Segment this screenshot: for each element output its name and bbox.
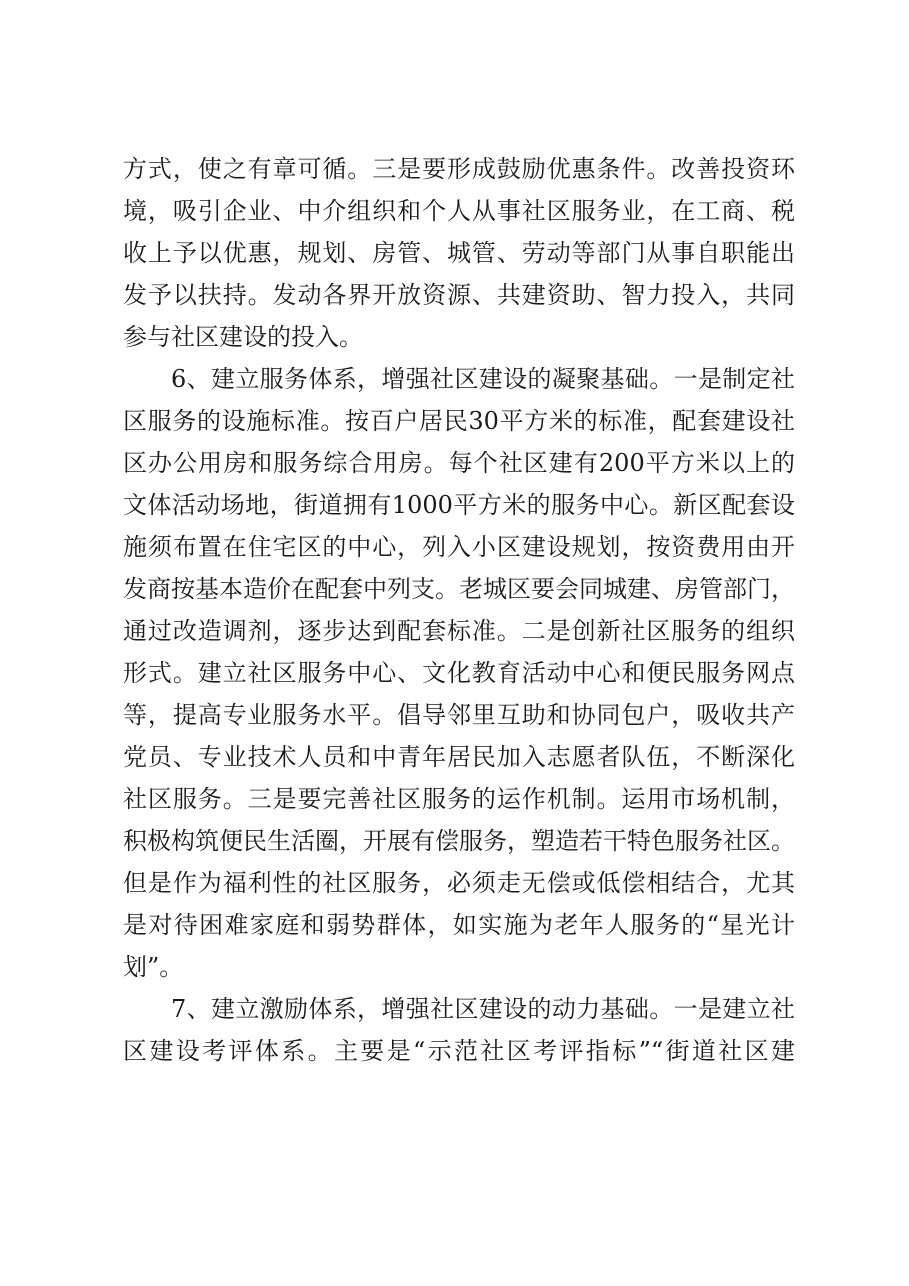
text-line: 发予以扶持。发动各界开放资源、共建资助、智力投入，共同 [123, 281, 795, 309]
text-line: 区办公用房和服务综合用房。每个社区建有200平方米以上的 [123, 449, 795, 477]
text-line: 收上予以优惠，规划、房管、城管、劳动等部门从事自职能出 [123, 239, 795, 267]
text-line: 划”。 [123, 953, 184, 981]
paragraph-6-first-line: 6、建立服务体系，增强社区建设的凝聚基础。一是制定社 [171, 365, 795, 393]
text-line: 是对待困难家庭和弱势群体，如实施为老年人服务的“星光计 [123, 911, 795, 939]
text-line: 党员、专业技术人员和中青年居民加入志愿者队伍，不断深化 [123, 743, 795, 771]
text-line: 等，提高专业服务水平。倡导邻里互助和协同包户，吸收共产 [123, 701, 795, 729]
text-line: 方式，使之有章可循。三是要形成鼓励优惠条件。改善投资环 [123, 155, 795, 183]
text-line: 但是作为福利性的社区服务，必须走无偿或低偿相结合，尤其 [123, 869, 795, 897]
text-line: 社区服务。三是要完善社区服务的运作机制。运用市场机制， [123, 785, 795, 813]
body-text [123, 148, 795, 1072]
text-line: 发商按基本造价在配套中列支。老城区要会同城建、房管部门， [123, 575, 795, 603]
text-line: 区服务的设施标准。按百户居民30平方米的标准，配套建设社 [123, 407, 795, 435]
text-line: 文体活动场地，街道拥有1000平方米的服务中心。新区配套设 [123, 491, 795, 519]
text-line: 境，吸引企业、中介组织和个人从事社区服务业，在工商、税 [123, 197, 795, 225]
text-line: 参与社区建设的投入。 [123, 323, 363, 351]
text-line: 施须布置在住宅区的中心，列入小区建设规划，按资费用由开 [123, 533, 795, 561]
paragraph-7-first-line: 7、建立激励体系，增强社区建设的动力基础。一是建立社 [171, 995, 795, 1023]
text-line: 积极构筑便民生活圈，开展有偿服务，塑造若干特色服务社区。 [123, 827, 795, 855]
text-line: 通过改造调剂，逐步达到配套标准。二是创新社区服务的组织 [123, 617, 795, 645]
text-line: 形式。建立社区服务中心、文化教育活动中心和便民服务网点 [123, 659, 795, 687]
text-line: 区建设考评体系。主要是“示范社区考评指标”“街道社区建 [123, 1037, 795, 1065]
